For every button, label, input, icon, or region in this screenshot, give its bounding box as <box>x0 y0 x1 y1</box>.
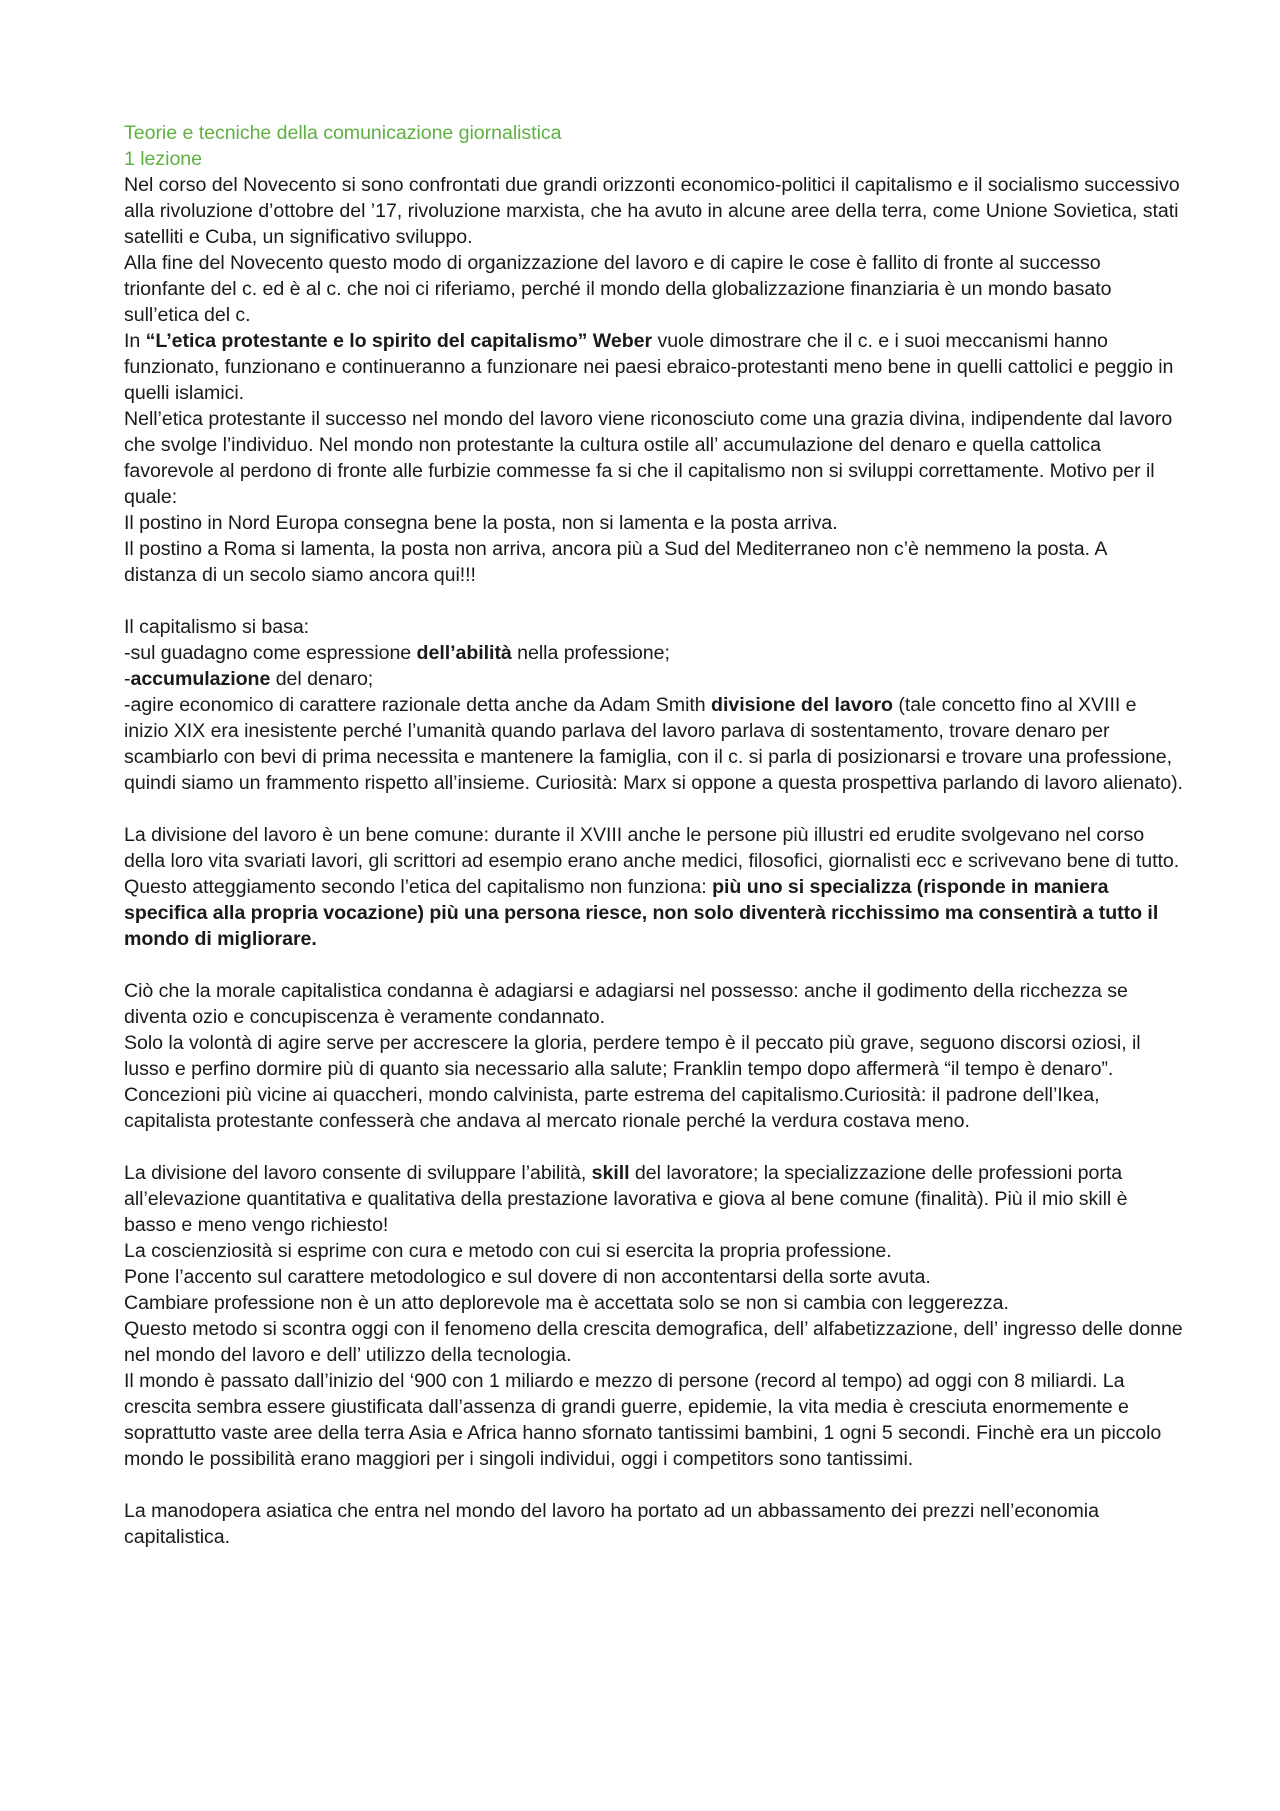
paragraph-20: La manodopera asiatica che entra nel mondo del lavoro ha portato ad un abbassamento dei prezzi nell’economia capitalistica. <box>124 1500 1099 1548</box>
paragraph-3-bold: “L’etica protestante e lo spirito del capitalismo” Weber <box>145 330 653 352</box>
paragraph-11-text-a: La divisione del lavoro è un bene comune: durante il XVIII anche le persone più illustri ed erudite svolgevano nel corso della loro vita svariati lavori, gli scrittori ad esempio erano anche medici, filosofici, giornalisti ecc e scrivevano bene di tutto. Questo atteggiamento secondo l’etica del capitalismo non funziona: <box>124 824 1180 898</box>
spacer <box>124 1472 1184 1498</box>
paragraph-9 <box>124 666 1184 692</box>
paragraph-1: Nel corso del Novecento si sono confrontati due grandi orizzonti economico-politici il capitalismo e il socialismo successivo alla rivoluzione d’ottobre del ’17, rivoluzione marxista, che ha avuto in alcune aree della terra, come Unione Sovietica, stati satelliti e Cuba, un significativo sviluppo. <box>124 174 1180 248</box>
paragraph-4: Nell’etica protestante il successo nel mondo del lavoro viene riconosciuto come una grazia divina, indipendente dal lavoro che svolge l’individuo. Nel mondo non protestante la cultura ostile all’ accumulazione del denaro e quella cattolica favorevole al perdono di fronte alle furbizie commesse fa si che il capitalismo non si sviluppi correttamente. Motivo per il quale: <box>124 408 1173 508</box>
lesson-label: 1 lezione <box>124 148 202 170</box>
paragraph-11 <box>124 822 1184 952</box>
document-page <box>124 120 1184 1550</box>
paragraph-14-text-c: del lavoratore; la specializzazione delle professioni porta all’elevazione quantitativa e qualitativa della prestazione lavorativa e giova al bene comune (finalità). Più il mio skill è basso e meno vengo richiesto! <box>124 1162 1128 1236</box>
paragraph-5: Il postino in Nord Europa consegna bene la posta, non si lamenta e la posta arriva. <box>124 512 838 534</box>
spacer <box>124 588 1184 614</box>
spacer <box>124 796 1184 822</box>
paragraph-8-bold: dell’abilità <box>416 642 512 664</box>
paragraph-19: Il mondo è passato dall’inizio del ‘900 con 1 miliardo e mezzo di persone (record al tempo) ad oggi con 8 miliardi. La crescita sembra essere giustificata dall’assenza di grandi guerre, epidemie, la vita media è cresciuta enormemente e soprattutto vaste aree della terra Asia e Africa hanno sfornato tantissimi bambini, 1 ogni 5 secondi. Finchè era un piccolo mondo le possibilità erano maggiori per i singoli individui, oggi i competitors sono tantissimi. <box>124 1370 1162 1470</box>
spacer <box>124 952 1184 978</box>
paragraph-8 <box>124 640 1184 666</box>
paragraph-9-text-a: - <box>124 668 131 690</box>
paragraph-9-bold: accumulazione <box>130 668 271 690</box>
paragraph-15: La coscienziosità si esprime con cura e metodo con cui si esercita la propria professione. <box>124 1240 892 1262</box>
paragraph-14-bold: skill <box>591 1162 630 1184</box>
document-title: Teorie e tecniche della comunicazione giornalistica <box>124 122 562 144</box>
paragraph-8-text-a: -sul guadagno come espressione <box>124 642 417 664</box>
paragraph-9-text-c: del denaro; <box>270 668 374 690</box>
paragraph-11-bold: più uno si specializza (risponde in maniera specifica alla propria vocazione) più una persona riesce, non solo diventerà ricchissimo ma consentirà a tutto il mondo di migliorare. <box>124 876 1159 950</box>
paragraph-3 <box>124 328 1184 406</box>
paragraph-10 <box>124 692 1184 796</box>
spacer <box>124 1134 1184 1160</box>
paragraph-16: Pone l’accento sul carattere metodologico e sul dovere di non accontentarsi della sorte avuta. <box>124 1266 931 1288</box>
paragraph-3-text-a: In <box>124 330 146 352</box>
paragraph-10-text-a: -agire economico di carattere razionale detta anche da Adam Smith <box>124 694 712 716</box>
paragraph-18: Questo metodo si scontra oggi con il fenomeno della crescita demografica, dell’ alfabetizzazione, dell’ ingresso delle donne nel mondo del lavoro e dell’ utilizzo della tecnologia. <box>124 1318 1183 1366</box>
paragraph-6: Il postino a Roma si lamenta, la posta non arriva, ancora più a Sud del Mediterraneo non c’è nemmeno la posta. A distanza di un secolo siamo ancora qui!!! <box>124 538 1107 586</box>
paragraph-8-text-c: nella professione; <box>511 642 670 664</box>
paragraph-17: Cambiare professione non è un atto deplorevole ma è accettata solo se non si cambia con leggerezza. <box>124 1292 1009 1314</box>
paragraph-7: Il capitalismo si basa: <box>124 616 310 638</box>
paragraph-14 <box>124 1160 1184 1238</box>
paragraph-10-text-c: (tale concetto fino al XVIII e inizio XIX era inesistente perché l’umanità quando parlava del lavoro parlava di sostentamento, trovare denaro per scambiarlo con bevi di prima necessita e mantenere la famiglia, con il c. si parla di posizionarsi e trovare una professione, quindi siamo un frammento rispetto all’insieme. Curiosità: Marx si oppone a questa prospettiva parlando di lavoro alienato). <box>124 694 1183 794</box>
paragraph-10-bold: divisione del lavoro <box>711 694 893 716</box>
paragraph-2: Alla fine del Novecento questo modo di organizzazione del lavoro e di capire le cose è fallito di fronte al successo trionfante del c. ed è al c. che noi ci riferiamo, perché il mondo della globalizzazione finanziaria è un mondo basato sull’etica del c. <box>124 252 1112 326</box>
paragraph-12: Ciò che la morale capitalistica condanna è adagiarsi e adagiarsi nel possesso: anche il godimento della ricchezza se diventa ozio e concupiscenza è veramente condannato. <box>124 980 1128 1028</box>
paragraph-13: Solo la volontà di agire serve per accrescere la gloria, perdere tempo è il peccato più grave, seguono discorsi oziosi, il lusso e perfino dormire più di quanto sia necessario alla salute; Franklin tempo dopo affermerà “il tempo è denaro”. Concezioni più vicine ai quaccheri, mondo calvinista, parte estrema del capitalismo.Curiosità: il padrone dell’Ikea, capitalista protestante confesserà che andava al mercato rionale perché la verdura costava meno. <box>124 1032 1141 1132</box>
paragraph-3-text-c: vuole dimostrare che il c. e i suoi meccanismi hanno funzionato, funzionano e continueranno a funzionare nei paesi ebraico-protestanti meno bene in quelli cattolici e peggio in quelli islamici. <box>124 330 1174 404</box>
paragraph-14-text-a: La divisione del lavoro consente di sviluppare l’abilità, <box>124 1162 592 1184</box>
